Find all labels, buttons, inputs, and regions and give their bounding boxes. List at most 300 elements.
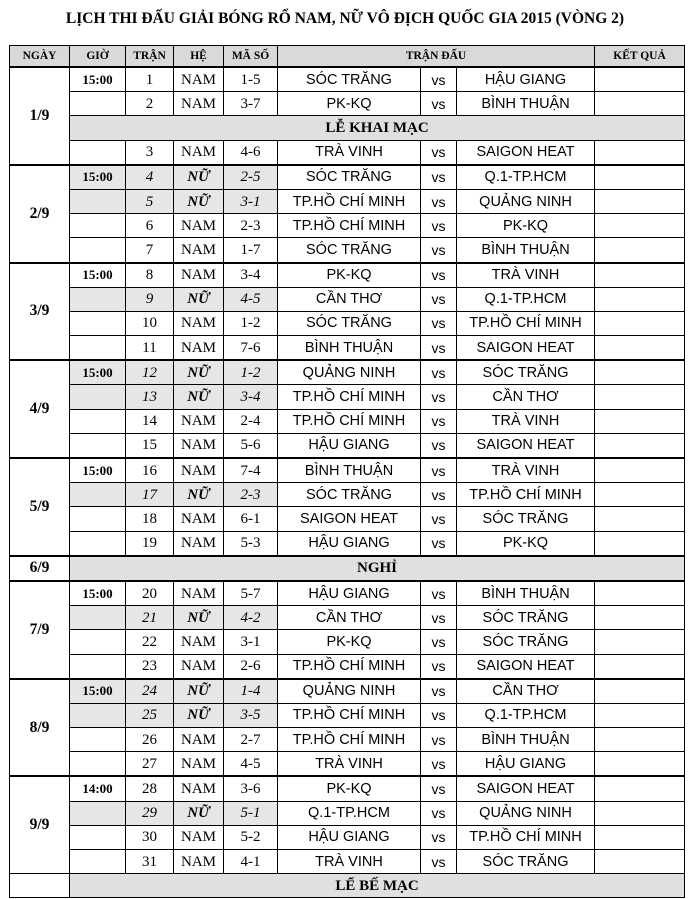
versus-label: vs [421, 581, 457, 606]
match-row [10, 140, 685, 165]
match-code: 1-2 [224, 360, 278, 385]
closing-ceremony-row [10, 874, 685, 898]
away-team: CẦN THƠ [457, 385, 595, 409]
match-hour: 15:00 [70, 67, 126, 92]
versus-label: vs [421, 67, 457, 92]
match-row [10, 165, 685, 190]
home-team: TP.HỒ CHÍ MINH [278, 409, 421, 433]
match-category: NAM [174, 825, 224, 849]
match-result [595, 581, 685, 606]
match-hour-empty [70, 189, 126, 213]
match-number: 7 [126, 238, 174, 263]
match-number: 21 [126, 606, 174, 630]
match-category: NAM [174, 238, 224, 263]
match-category: NỮ [174, 801, 224, 825]
away-team: SÓC TRĂNG [457, 507, 595, 531]
away-team: CẦN THƠ [457, 679, 595, 704]
match-hour-empty [70, 92, 126, 116]
home-team: BÌNH THUẬN [278, 458, 421, 483]
versus-label: vs [421, 214, 457, 238]
home-team: TRÀ VINH [278, 850, 421, 874]
home-team: HẬU GIANG [278, 531, 421, 556]
match-number: 6 [126, 214, 174, 238]
match-hour-empty [70, 752, 126, 777]
away-team: TRÀ VINH [457, 409, 595, 433]
match-category: NAM [174, 654, 224, 679]
match-number: 25 [126, 703, 174, 727]
match-result [595, 385, 685, 409]
day-date: 4/9 [10, 360, 70, 458]
match-result [595, 630, 685, 654]
away-team: SÓC TRĂNG [457, 360, 595, 385]
match-result [595, 360, 685, 385]
match-code: 1-2 [224, 311, 278, 335]
match-row [10, 385, 685, 409]
match-row [10, 433, 685, 458]
match-result [595, 433, 685, 458]
match-category: NAM [174, 336, 224, 361]
home-team: HẬU GIANG [278, 825, 421, 849]
match-result [595, 679, 685, 704]
match-number: 22 [126, 630, 174, 654]
match-number: 18 [126, 507, 174, 531]
match-number: 26 [126, 728, 174, 752]
match-hour-empty [70, 287, 126, 311]
match-row [10, 752, 685, 777]
match-row [10, 776, 685, 801]
match-result [595, 458, 685, 483]
header-day: NGÀY [10, 46, 70, 68]
match-row [10, 287, 685, 311]
match-hour: 14:00 [70, 776, 126, 801]
header-fixture: TRẬN ĐẤU [278, 46, 595, 68]
match-number: 29 [126, 801, 174, 825]
match-row [10, 263, 685, 288]
schedule-table [9, 45, 685, 898]
home-team: TP.HỒ CHÍ MINH [278, 703, 421, 727]
opening-ceremony-label: LỄ KHAI MẠC [70, 116, 685, 140]
match-result [595, 483, 685, 507]
match-category: NAM [174, 92, 224, 116]
match-number: 28 [126, 776, 174, 801]
match-row [10, 67, 685, 92]
match-result [595, 67, 685, 92]
match-number: 19 [126, 531, 174, 556]
match-code: 1-7 [224, 238, 278, 263]
home-team: SAIGON HEAT [278, 507, 421, 531]
match-hour: 15:00 [70, 581, 126, 606]
match-result [595, 311, 685, 335]
match-number: 17 [126, 483, 174, 507]
home-team: SÓC TRĂNG [278, 67, 421, 92]
match-hour-empty [70, 433, 126, 458]
rest-day-label: NGHỈ [70, 556, 685, 581]
match-number: 3 [126, 140, 174, 165]
match-hour: 15:00 [70, 679, 126, 704]
match-code: 5-2 [224, 825, 278, 849]
home-team: PK-KQ [278, 630, 421, 654]
match-category: NAM [174, 752, 224, 777]
away-team: HẬU GIANG [457, 752, 595, 777]
match-row [10, 360, 685, 385]
schedule-body [10, 67, 685, 898]
header-match: TRẬN [126, 46, 174, 68]
match-hour: 15:00 [70, 263, 126, 288]
match-code: 4-6 [224, 140, 278, 165]
match-result [595, 214, 685, 238]
match-code: 2-7 [224, 728, 278, 752]
away-team: TRÀ VINH [457, 263, 595, 288]
match-result [595, 165, 685, 190]
match-category: NAM [174, 214, 224, 238]
match-code: 3-5 [224, 703, 278, 727]
match-category: NAM [174, 630, 224, 654]
match-row [10, 606, 685, 630]
match-result [595, 531, 685, 556]
match-hour: 15:00 [70, 458, 126, 483]
versus-label: vs [421, 531, 457, 556]
versus-label: vs [421, 630, 457, 654]
match-code: 2-3 [224, 483, 278, 507]
header-hour: GIỜ [70, 46, 126, 68]
home-team: BÌNH THUẬN [278, 336, 421, 361]
header-category: HỆ [174, 46, 224, 68]
match-result [595, 189, 685, 213]
away-team: Q.1-TP.HCM [457, 703, 595, 727]
home-team: SÓC TRĂNG [278, 311, 421, 335]
match-hour-empty [70, 140, 126, 165]
versus-label: vs [421, 679, 457, 704]
match-result [595, 825, 685, 849]
home-team: TP.HỒ CHÍ MINH [278, 654, 421, 679]
away-team: TP.HỒ CHÍ MINH [457, 311, 595, 335]
away-team: PK-KQ [457, 214, 595, 238]
match-result [595, 752, 685, 777]
match-row [10, 679, 685, 704]
match-category: NAM [174, 581, 224, 606]
match-number: 10 [126, 311, 174, 335]
match-row [10, 630, 685, 654]
versus-label: vs [421, 850, 457, 874]
match-number: 30 [126, 825, 174, 849]
match-number: 9 [126, 287, 174, 311]
versus-label: vs [421, 606, 457, 630]
home-team: CẦN THƠ [278, 606, 421, 630]
match-category: NAM [174, 507, 224, 531]
match-code: 7-6 [224, 336, 278, 361]
away-team: SAIGON HEAT [457, 776, 595, 801]
versus-label: vs [421, 336, 457, 361]
match-hour-empty [70, 336, 126, 361]
match-code: 3-4 [224, 263, 278, 288]
opening-ceremony-row [10, 116, 685, 140]
away-team: SAIGON HEAT [457, 140, 595, 165]
versus-label: vs [421, 776, 457, 801]
match-code: 3-1 [224, 189, 278, 213]
versus-label: vs [421, 263, 457, 288]
versus-label: vs [421, 703, 457, 727]
match-result [595, 801, 685, 825]
match-number: 11 [126, 336, 174, 361]
away-team: SAIGON HEAT [457, 336, 595, 361]
match-number: 31 [126, 850, 174, 874]
match-category: NAM [174, 67, 224, 92]
versus-label: vs [421, 165, 457, 190]
match-hour-empty [70, 483, 126, 507]
match-category: NỮ [174, 606, 224, 630]
home-team: TP.HỒ CHÍ MINH [278, 214, 421, 238]
closing-date-empty [10, 874, 70, 898]
away-team: BÌNH THUẬN [457, 581, 595, 606]
home-team: PK-KQ [278, 92, 421, 116]
match-number: 2 [126, 92, 174, 116]
match-hour-empty [70, 409, 126, 433]
match-result [595, 776, 685, 801]
versus-label: vs [421, 728, 457, 752]
match-hour-empty [70, 825, 126, 849]
versus-label: vs [421, 92, 457, 116]
match-hour-empty [70, 630, 126, 654]
match-row [10, 189, 685, 213]
home-team: SÓC TRĂNG [278, 165, 421, 190]
day-date: 2/9 [10, 165, 70, 263]
match-hour-empty [70, 531, 126, 556]
versus-label: vs [421, 189, 457, 213]
match-number: 4 [126, 165, 174, 190]
day-date: 8/9 [10, 679, 70, 777]
day-date: 6/9 [10, 556, 70, 581]
home-team: TP.HỒ CHÍ MINH [278, 728, 421, 752]
match-category: NAM [174, 409, 224, 433]
match-hour: 15:00 [70, 165, 126, 190]
away-team: Q.1-TP.HCM [457, 165, 595, 190]
header-code: MÃ SỐ [224, 46, 278, 68]
match-hour-empty [70, 703, 126, 727]
away-team: QUẢNG NINH [457, 189, 595, 213]
home-team: PK-KQ [278, 776, 421, 801]
match-number: 13 [126, 385, 174, 409]
match-row [10, 801, 685, 825]
match-row [10, 311, 685, 335]
away-team: HẬU GIANG [457, 67, 595, 92]
match-result [595, 728, 685, 752]
match-row [10, 214, 685, 238]
match-code: 3-7 [224, 92, 278, 116]
match-number: 20 [126, 581, 174, 606]
match-result [595, 140, 685, 165]
match-hour-empty [70, 507, 126, 531]
match-row [10, 507, 685, 531]
match-code: 1-4 [224, 679, 278, 704]
away-team: SÓC TRĂNG [457, 850, 595, 874]
match-code: 5-6 [224, 433, 278, 458]
home-team: QUẢNG NINH [278, 679, 421, 704]
match-row [10, 238, 685, 263]
away-team: TP.HỒ CHÍ MINH [457, 825, 595, 849]
match-code: 2-5 [224, 165, 278, 190]
match-hour-empty [70, 654, 126, 679]
match-result [595, 606, 685, 630]
home-team: TRÀ VINH [278, 140, 421, 165]
versus-label: vs [421, 287, 457, 311]
away-team: BÌNH THUẬN [457, 238, 595, 263]
match-hour-empty [70, 238, 126, 263]
match-category: NỮ [174, 679, 224, 704]
day-date: 7/9 [10, 581, 70, 679]
away-team: Q.1-TP.HCM [457, 287, 595, 311]
versus-label: vs [421, 238, 457, 263]
match-result [595, 654, 685, 679]
match-hour-empty [70, 801, 126, 825]
match-code: 2-3 [224, 214, 278, 238]
match-number: 8 [126, 263, 174, 288]
match-code: 3-4 [224, 385, 278, 409]
match-hour-empty [70, 850, 126, 874]
away-team: BÌNH THUẬN [457, 728, 595, 752]
match-category: NỮ [174, 287, 224, 311]
match-code: 5-7 [224, 581, 278, 606]
day-date: 9/9 [10, 776, 70, 873]
home-team: Q.1-TP.HCM [278, 801, 421, 825]
match-number: 14 [126, 409, 174, 433]
home-team: CẦN THƠ [278, 287, 421, 311]
match-code: 4-5 [224, 287, 278, 311]
versus-label: vs [421, 458, 457, 483]
match-row [10, 409, 685, 433]
versus-label: vs [421, 385, 457, 409]
match-row [10, 728, 685, 752]
versus-label: vs [421, 825, 457, 849]
home-team: TP.HỒ CHÍ MINH [278, 189, 421, 213]
match-category: NỮ [174, 385, 224, 409]
match-number: 24 [126, 679, 174, 704]
rest-day-row [10, 556, 685, 581]
match-category: NAM [174, 433, 224, 458]
match-category: NỮ [174, 189, 224, 213]
match-row [10, 654, 685, 679]
match-code: 3-1 [224, 630, 278, 654]
match-hour-empty [70, 385, 126, 409]
versus-label: vs [421, 507, 457, 531]
match-row [10, 336, 685, 361]
match-result [595, 238, 685, 263]
away-team: BÌNH THUẬN [457, 92, 595, 116]
away-team: TP.HỒ CHÍ MINH [457, 483, 595, 507]
home-team: TP.HỒ CHÍ MINH [278, 385, 421, 409]
match-code: 5-1 [224, 801, 278, 825]
match-code: 6-1 [224, 507, 278, 531]
match-row [10, 581, 685, 606]
versus-label: vs [421, 409, 457, 433]
day-date: 1/9 [10, 67, 70, 165]
versus-label: vs [421, 483, 457, 507]
match-category: NAM [174, 776, 224, 801]
away-team: QUẢNG NINH [457, 801, 595, 825]
match-code: 1-5 [224, 67, 278, 92]
match-row [10, 703, 685, 727]
day-date: 3/9 [10, 263, 70, 361]
match-number: 1 [126, 67, 174, 92]
closing-ceremony-label: LỂ BẾ MẠC [70, 874, 685, 898]
match-result [595, 263, 685, 288]
match-number: 15 [126, 433, 174, 458]
match-hour-empty [70, 728, 126, 752]
match-row [10, 92, 685, 116]
match-category: NAM [174, 850, 224, 874]
match-category: NAM [174, 140, 224, 165]
home-team: PK-KQ [278, 263, 421, 288]
match-code: 2-4 [224, 409, 278, 433]
match-category: NAM [174, 458, 224, 483]
match-hour-empty [70, 311, 126, 335]
away-team: TRÀ VINH [457, 458, 595, 483]
match-code: 4-2 [224, 606, 278, 630]
match-code: 5-3 [224, 531, 278, 556]
match-code: 4-1 [224, 850, 278, 874]
match-result [595, 287, 685, 311]
match-result [595, 507, 685, 531]
match-code: 4-5 [224, 752, 278, 777]
match-category: NAM [174, 263, 224, 288]
versus-label: vs [421, 752, 457, 777]
home-team: SÓC TRĂNG [278, 238, 421, 263]
match-category: NAM [174, 531, 224, 556]
match-result [595, 703, 685, 727]
match-code: 3-6 [224, 776, 278, 801]
home-team: QUẢNG NINH [278, 360, 421, 385]
match-number: 27 [126, 752, 174, 777]
page-title: LỊCH THI ĐẤU GIẢI BÓNG RỔ NAM, NỮ VÔ ĐỊCH QUỐC GIA 2015 (VÒNG 2) [65, 10, 625, 27]
home-team: HẬU GIANG [278, 581, 421, 606]
match-category: NỮ [174, 703, 224, 727]
versus-label: vs [421, 311, 457, 335]
versus-label: vs [421, 801, 457, 825]
match-category: NỮ [174, 165, 224, 190]
match-result [595, 336, 685, 361]
away-team: SAIGON HEAT [457, 433, 595, 458]
match-category: NAM [174, 311, 224, 335]
match-result [595, 850, 685, 874]
match-hour: 15:00 [70, 360, 126, 385]
away-team: SÓC TRĂNG [457, 630, 595, 654]
versus-label: vs [421, 140, 457, 165]
header-result: KẾT QUẢ [595, 46, 685, 68]
home-team: TRÀ VINH [278, 752, 421, 777]
match-number: 16 [126, 458, 174, 483]
match-category: NỮ [174, 360, 224, 385]
match-category: NỮ [174, 483, 224, 507]
versus-label: vs [421, 654, 457, 679]
match-number: 23 [126, 654, 174, 679]
match-result [595, 92, 685, 116]
match-row [10, 850, 685, 874]
match-number: 12 [126, 360, 174, 385]
match-row [10, 531, 685, 556]
away-team: SÓC TRĂNG [457, 606, 595, 630]
away-team: PK-KQ [457, 531, 595, 556]
home-team: HẬU GIANG [278, 433, 421, 458]
away-team: SAIGON HEAT [457, 654, 595, 679]
home-team: SÓC TRĂNG [278, 483, 421, 507]
match-result [595, 409, 685, 433]
day-date: 5/9 [10, 458, 70, 556]
match-row [10, 483, 685, 507]
match-code: 2-6 [224, 654, 278, 679]
match-code: 7-4 [224, 458, 278, 483]
header-row [10, 46, 685, 68]
match-row [10, 825, 685, 849]
match-hour-empty [70, 606, 126, 630]
